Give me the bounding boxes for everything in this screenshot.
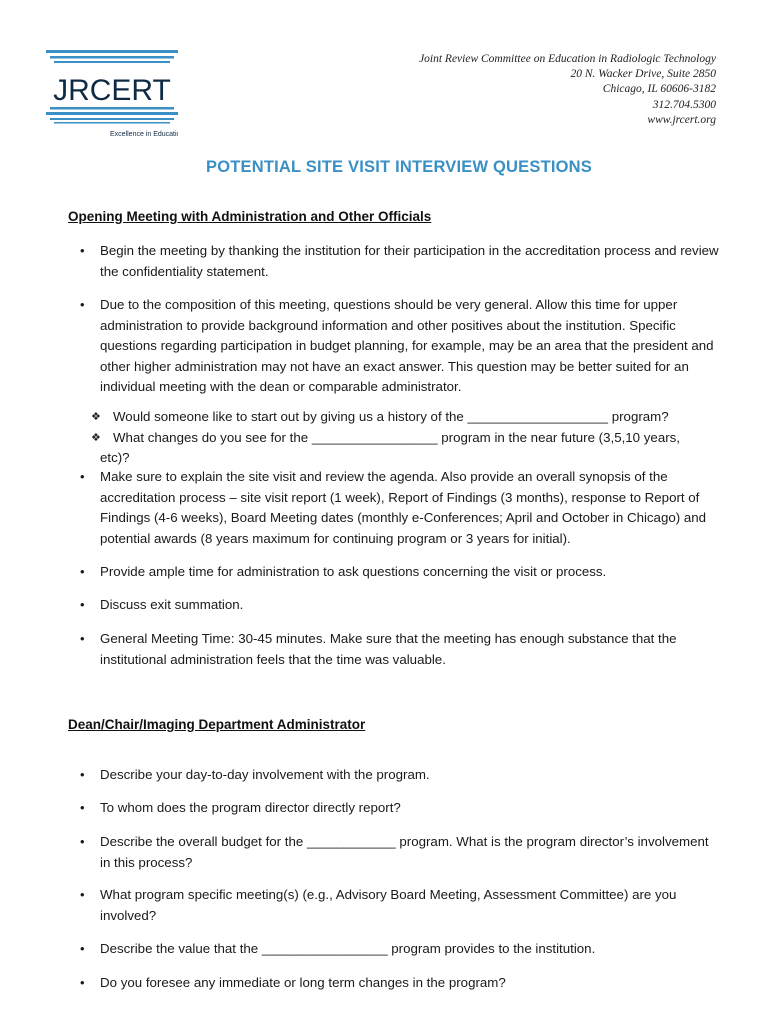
address-line-phone: 312.704.5300 [652,98,716,111]
bullet-icon: • [80,243,85,258]
logo-text: JRCERT [53,74,171,107]
address-line-street: 20 N. Wacker Drive, Suite 2850 [570,68,716,81]
sub-list-item: What changes do you see for the _________________ program in the near future (3,5,10 years, [113,430,680,445]
bullet-icon: • [80,975,85,990]
bullet-icon: • [80,564,85,579]
bullet-icon: • [80,941,85,956]
sub-list-item-continuation: etc)? [100,450,130,465]
bullet-icon: • [80,800,85,815]
address-block [419,52,716,128]
jrcert-logo-graphic [46,50,178,140]
bullet-icon: • [80,631,85,646]
bullet-icon: • [80,767,85,782]
address-line-city: Chicago, IL 60606-3182 [602,83,716,96]
list-item: To whom does the program director directly report? [100,800,401,815]
list-item: General Meeting Time: 30-45 minutes. Make sure that the meeting has enough substance that the institutional administration feels that the time was valuable. [100,631,677,667]
bullet-icon: • [80,834,85,849]
bullet-icon: • [80,469,85,484]
diamond-bullet-icon: ❖ [91,432,101,444]
list-item: Begin the meeting by thanking the institution for their participation in the accreditation process and review the confidentiality statement. [100,243,719,279]
list-item: Provide ample time for administration to ask questions concerning the visit or process. [100,564,607,579]
list-item: Describe the value that the _________________ program provides to the institution. [100,941,596,956]
list-item: Describe your day-to-day involvement with the program. [100,767,430,782]
list-item: What program specific meeting(s) (e.g., Advisory Board Meeting, Assessment Committee) are you involved? [100,887,677,923]
document-title: POTENTIAL SITE VISIT INTERVIEW QUESTIONS [205,158,593,176]
jrcert-logo [46,50,178,140]
section-heading-dean-chair: Dean/Chair/Imaging Department Administrator [68,717,366,732]
list-item: Make sure to explain the site visit and review the agenda. Also provide an overall synopsis of the accreditation process – site visit report (1 week), Report of Findings (3 months), response to Report of Findings (4-6 weeks), Board Meeting dates (monthly e-Conferences; April and October in Chicago) and potential awards (8 years maximum for continuing program or 3 years for initial). [100,469,707,546]
bullet-icon: • [80,887,85,902]
list-item: Due to the composition of this meeting, questions should be very general. Allow this time for upper administration to provide background information and other positives about the institution. Specific questions regarding participation in budget planning, for example, may be an area that the president and other higher administration may not have an exact answer. This question may be better suited for an individual meeting with the dean or comparable administrator. [100,297,714,394]
list-item: Describe the overall budget for the ____________ program. What is the program director’s involvement in this process? [100,834,709,870]
list-item: Do you foresee any immediate or long term changes in the program? [100,975,506,990]
diamond-bullet-icon: ❖ [91,411,101,423]
sub-list-item: Would someone like to start out by giving us a history of the ___________________ program? [113,409,669,424]
bullet-icon: • [80,297,85,312]
logo-tagline: Excellence in Education [110,131,178,138]
bullet-icon: • [80,597,85,612]
section-heading-opening-meeting: Opening Meeting with Administration and Other Officials [68,209,432,224]
list-item: Discuss exit summation. [100,597,244,612]
address-line-website[interactable]: www.jrcert.org [647,113,716,126]
address-line-org: Joint Review Committee on Education in Radiologic Technology [419,53,716,65]
